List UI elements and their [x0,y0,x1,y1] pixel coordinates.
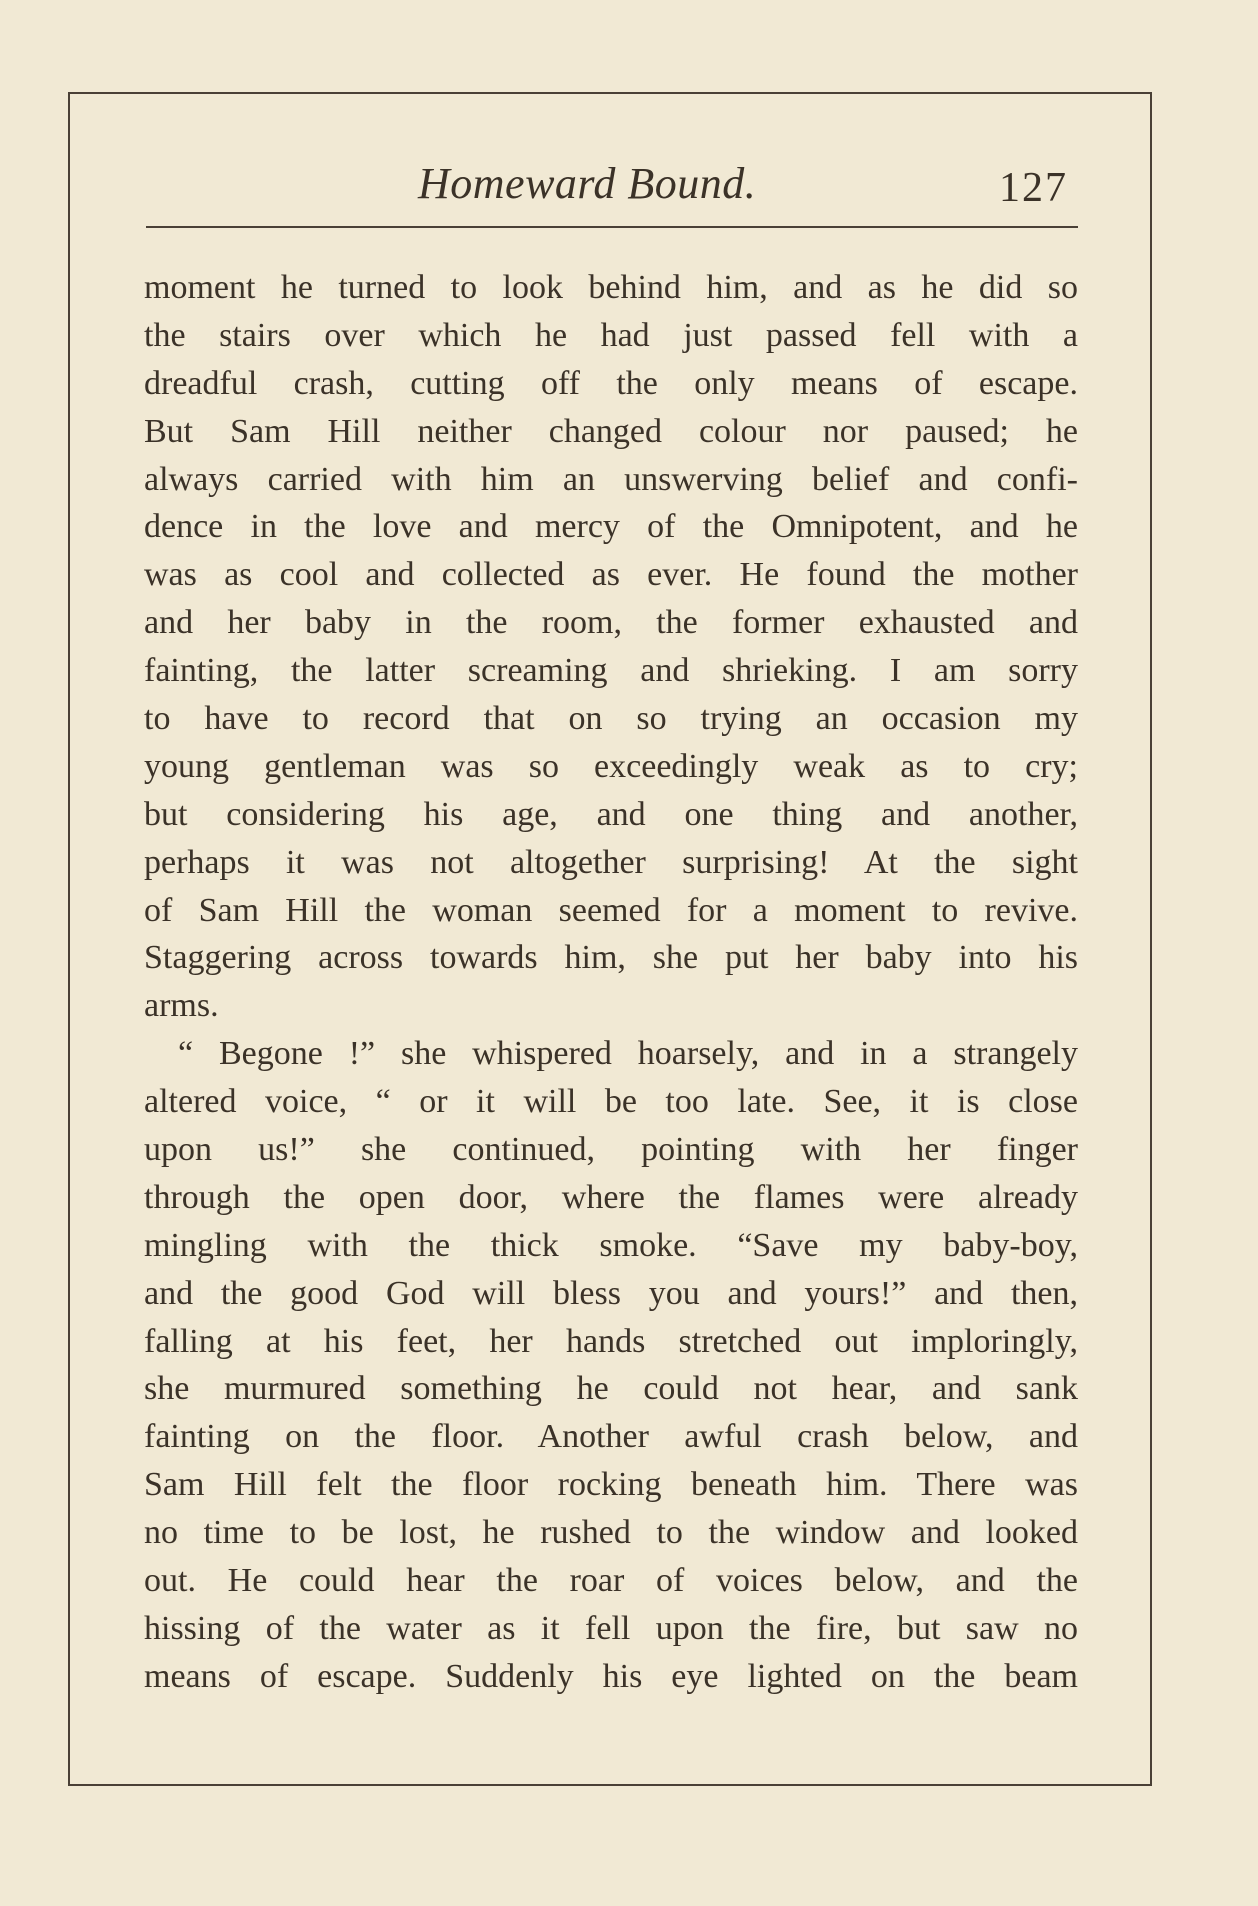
text-line: the stairs over which he had just passed fell with a [144,316,1078,354]
text-line: she murmured something he could not hear, and sank [144,1370,1078,1408]
text-line: fainting on the floor. Another awful crash below, and [144,1418,1078,1456]
text-line: no time to be lost, he rushed to the window and looked [144,1514,1078,1552]
text-line: always carried with him an unswerving belief and confi- [144,460,1078,498]
text-line: hissing of the water as it fell upon the fire, but saw no [144,1609,1078,1647]
text-line: was as cool and collected as ever. He found the mother [144,556,1078,594]
text-line: young gentleman was so exceedingly weak as to cry; [144,747,1078,785]
text-line: and the good God will bless you and yours!” and then, [144,1274,1078,1312]
text-line: falling at his feet, her hands stretched out imploringly, [144,1322,1078,1360]
text-line: dence in the love and mercy of the Omnipotent, and he [144,508,1078,546]
text-line: But Sam Hill neither changed colour nor paused; he [144,412,1078,450]
text-line: “ Begone !” she whispered hoarsely, and in a strangely [178,1035,1078,1073]
page-number: 127 [999,165,1068,211]
text-line: dreadful crash, cutting off the only means of escape. [144,364,1078,402]
text-line: out. He could hear the roar of voices below, and the [144,1562,1078,1600]
text-line: to have to record that on so trying an occasion my [144,700,1078,738]
text-line: of Sam Hill the woman seemed for a moment to revive. [144,891,1078,929]
running-title: Homeward Bound. [418,159,757,208]
text-line: but considering his age, and one thing and another, [144,795,1078,833]
text-line: upon us!” she continued, pointing with her finger [144,1131,1078,1169]
text-line: altered voice, “ or it will be too late. See, it is close [144,1083,1078,1121]
text-line: mingling with the thick smoke. “Save my baby-boy, [144,1226,1078,1264]
text-line: through the open door, where the flames were already [144,1178,1078,1216]
text-line: means of escape. Suddenly his eye lighted on the beam [144,1657,1078,1695]
body-text [144,264,1078,1701]
text-line: moment he turned to look behind him, and as he did so [144,269,1078,306]
text-line: fainting, the latter screaming and shrieking. I am sorry [144,652,1078,690]
text-line: Sam Hill felt the floor rocking beneath him. There was [144,1466,1078,1504]
text-line: arms. [144,987,219,1025]
text-line: perhaps it was not altogether surprising! At the sight [144,843,1078,881]
text-line: Staggering across towards him, she put her baby into his [144,939,1078,977]
text-line: and her baby in the room, the former exhausted and [144,604,1078,642]
page-header [146,150,1078,228]
